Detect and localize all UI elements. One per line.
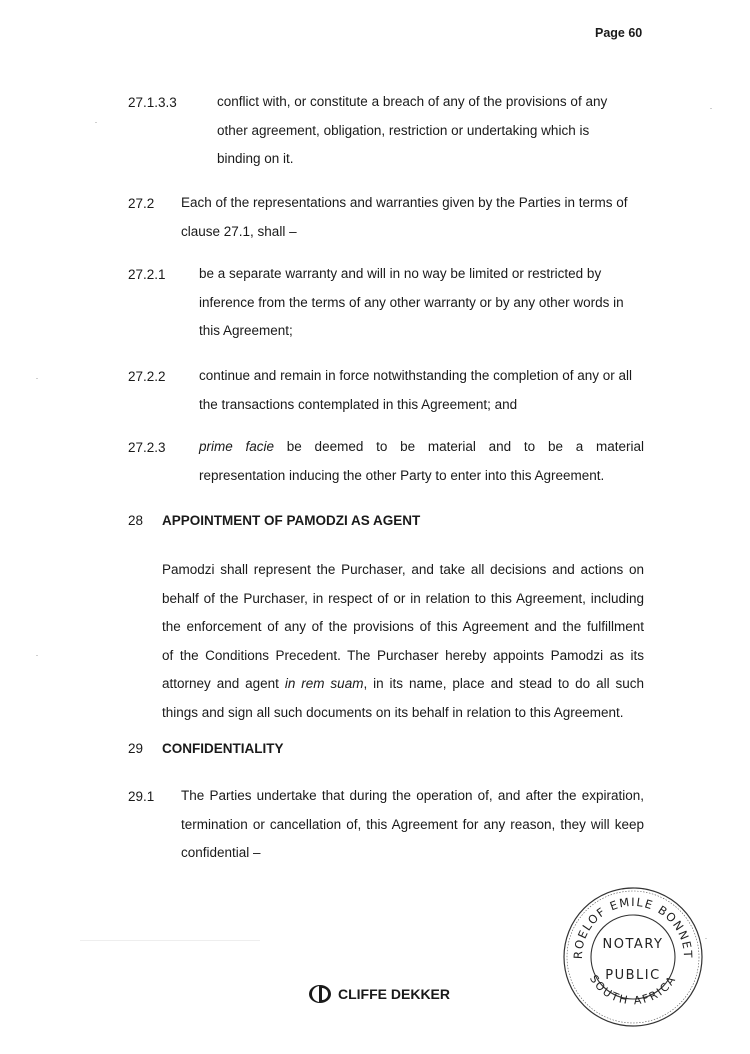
clause-line: binding on it.: [217, 151, 294, 166]
logo-text: CLIFFE DEKKER: [338, 986, 450, 1002]
body-line: things and sign all such documents on its behalf in relation to this Agreement.: [162, 704, 624, 720]
clause-line: conflict with, or constitute a breach of any of the provisions of any: [217, 94, 608, 109]
clause-line: the transactions contemplated in this Agreement; and: [199, 396, 518, 412]
clause-text: [181, 189, 644, 246]
clause-line: other agreement, obligation, restriction or undertaking which is: [217, 122, 590, 138]
clause-line: inference from the terms of any other warranty or by any other words in: [199, 294, 624, 310]
clause-line: Each of the representations and warranties given by the Parties in terms of: [181, 195, 628, 210]
body-fragment: attorney and agent: [162, 676, 285, 691]
clause-number: 27.2.2: [128, 369, 166, 384]
clause-text: [199, 362, 644, 419]
clause-text: [199, 260, 644, 346]
clause-line: termination or cancellation of, this Agreement for any reason, they will keep: [181, 816, 644, 832]
logo-mark-icon: [308, 984, 332, 1004]
stamp-ring-text-bottom: SOUTH AFRICA: [586, 972, 680, 1008]
scan-speck: [95, 122, 97, 123]
notary-stamp: [562, 886, 704, 1028]
scan-speck: [36, 378, 38, 379]
section-number: 29: [128, 741, 144, 756]
section-number: 28: [128, 513, 144, 528]
stamp-notary: NOTARY: [602, 937, 664, 952]
scan-speck: [710, 108, 712, 109]
stamp-public: PUBLIC: [605, 968, 661, 983]
clause-line: [199, 433, 644, 462]
clause-line: this Agreement;: [199, 323, 293, 338]
clause-line: confidential –: [181, 845, 261, 860]
clause-text: [181, 782, 644, 868]
clause-number: 27.1.3.3: [128, 95, 177, 110]
body-line: [162, 670, 644, 699]
clause-text: [199, 433, 644, 490]
body-line: Pamodzi shall represent the Purchaser, and take all decisions and actions on: [162, 562, 644, 577]
scan-speck: [36, 655, 38, 656]
clause-line: continue and remain in force notwithstanding the completion of any or all: [199, 368, 633, 383]
body-line: the enforcement of any of the provisions of this Agreement and the fulfillment: [162, 619, 644, 634]
clause-number: 27.2.3: [128, 440, 166, 455]
clause-line: clause 27.1, shall –: [181, 223, 297, 239]
clause-line: be a separate warranty and will in no way be limited or restricted by: [199, 266, 602, 281]
clause-text: [217, 88, 644, 174]
section-heading: APPOINTMENT OF PAMODZI AS AGENT: [162, 513, 421, 528]
stamp-ring-text-top: ROELOF EMILE BONNET: [570, 894, 696, 960]
section-heading: CONFIDENTIALITY: [162, 741, 284, 756]
cliffe-dekker-logo: [308, 984, 450, 1004]
italic-term: in rem suam: [284, 676, 364, 691]
page-number: Page 60: [595, 26, 643, 40]
clause-number: 29.1: [128, 789, 155, 804]
section-body: [162, 556, 644, 727]
clause-number: 27.2: [128, 196, 155, 211]
scan-speck: [80, 940, 260, 941]
scan-speck: [705, 938, 707, 939]
body-line: behalf of the Purchaser, in respect of or in relation to this Agreement, including: [162, 590, 644, 606]
clause-line-rest: be deemed to be material and to be a material: [274, 439, 644, 454]
clause-number: 27.2.1: [128, 267, 166, 282]
body-line: of the Conditions Precedent. The Purchaser hereby appoints Pamodzi as its: [162, 647, 644, 663]
body-fragment: , in its name, place and stead to do all such: [363, 676, 645, 691]
clause-line: The Parties undertake that during the operation of, and after the expiration,: [181, 788, 644, 803]
clause-line: representation inducing the other Party to enter into this Agreement.: [199, 467, 605, 483]
italic-term: prime facie: [199, 439, 275, 454]
